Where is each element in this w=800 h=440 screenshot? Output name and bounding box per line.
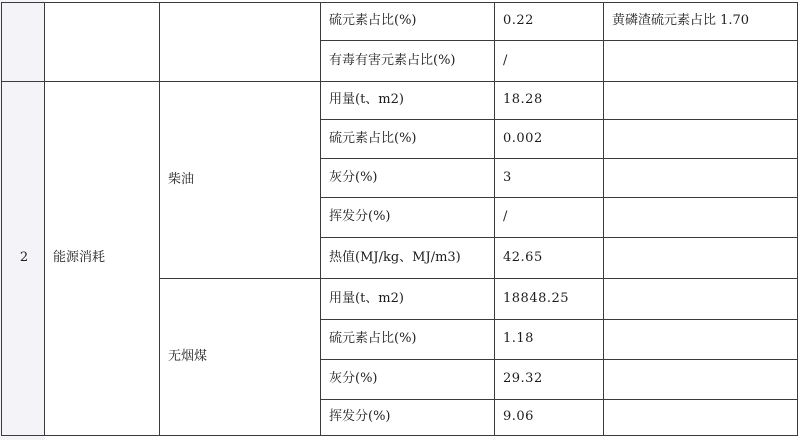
- value-cell: 0.22: [495, 3, 604, 41]
- remark-cell: [604, 279, 798, 320]
- value-cell: /: [495, 41, 604, 82]
- param-cell: 硫元素占比(%): [321, 3, 495, 41]
- table-row: [2, 82, 798, 120]
- table-row: [2, 3, 798, 41]
- remark-cell: [604, 400, 798, 436]
- remark-cell: [604, 320, 798, 360]
- remark-cell: [604, 238, 798, 279]
- value-cell: 9.06: [495, 400, 604, 436]
- energy-consumption-table: [1, 2, 798, 436]
- remark-cell: 黄磷渣硫元素占比 1.70: [604, 3, 798, 41]
- param-cell: 灰分(%): [321, 360, 495, 400]
- param-cell: 有毒有害元素占比(%): [321, 41, 495, 82]
- remark-cell: [604, 120, 798, 159]
- value-cell: 18.28: [495, 82, 604, 120]
- index-cell: [2, 3, 45, 82]
- remark-cell: [604, 198, 798, 238]
- value-cell: /: [495, 198, 604, 238]
- value-cell: 42.65: [495, 238, 604, 279]
- param-cell: 硫元素占比(%): [321, 320, 495, 360]
- category-cell: [45, 3, 160, 82]
- value-cell: 0.002: [495, 120, 604, 159]
- param-cell: 用量(t、m2): [321, 279, 495, 320]
- param-cell: 热值(MJ/kg、MJ/m3): [321, 238, 495, 279]
- value-cell: 3: [495, 159, 604, 198]
- remark-cell: [604, 82, 798, 120]
- value-cell: 29.32: [495, 360, 604, 400]
- param-cell: 挥发分(%): [321, 198, 495, 238]
- fuel-cell: [160, 3, 321, 82]
- fuel-cell: 无烟煤: [160, 279, 321, 436]
- param-cell: 挥发分(%): [321, 400, 495, 436]
- remark-cell: [604, 360, 798, 400]
- category-cell: 能源消耗: [45, 82, 160, 436]
- param-cell: 用量(t、m2): [321, 82, 495, 120]
- index-cell: 2: [2, 82, 45, 436]
- fuel-cell: 柴油: [160, 82, 321, 279]
- param-cell: 硫元素占比(%): [321, 120, 495, 159]
- param-cell: 灰分(%): [321, 159, 495, 198]
- remark-cell: [604, 159, 798, 198]
- remark-cell: [604, 41, 798, 82]
- value-cell: 18848.25: [495, 279, 604, 320]
- value-cell: 1.18: [495, 320, 604, 360]
